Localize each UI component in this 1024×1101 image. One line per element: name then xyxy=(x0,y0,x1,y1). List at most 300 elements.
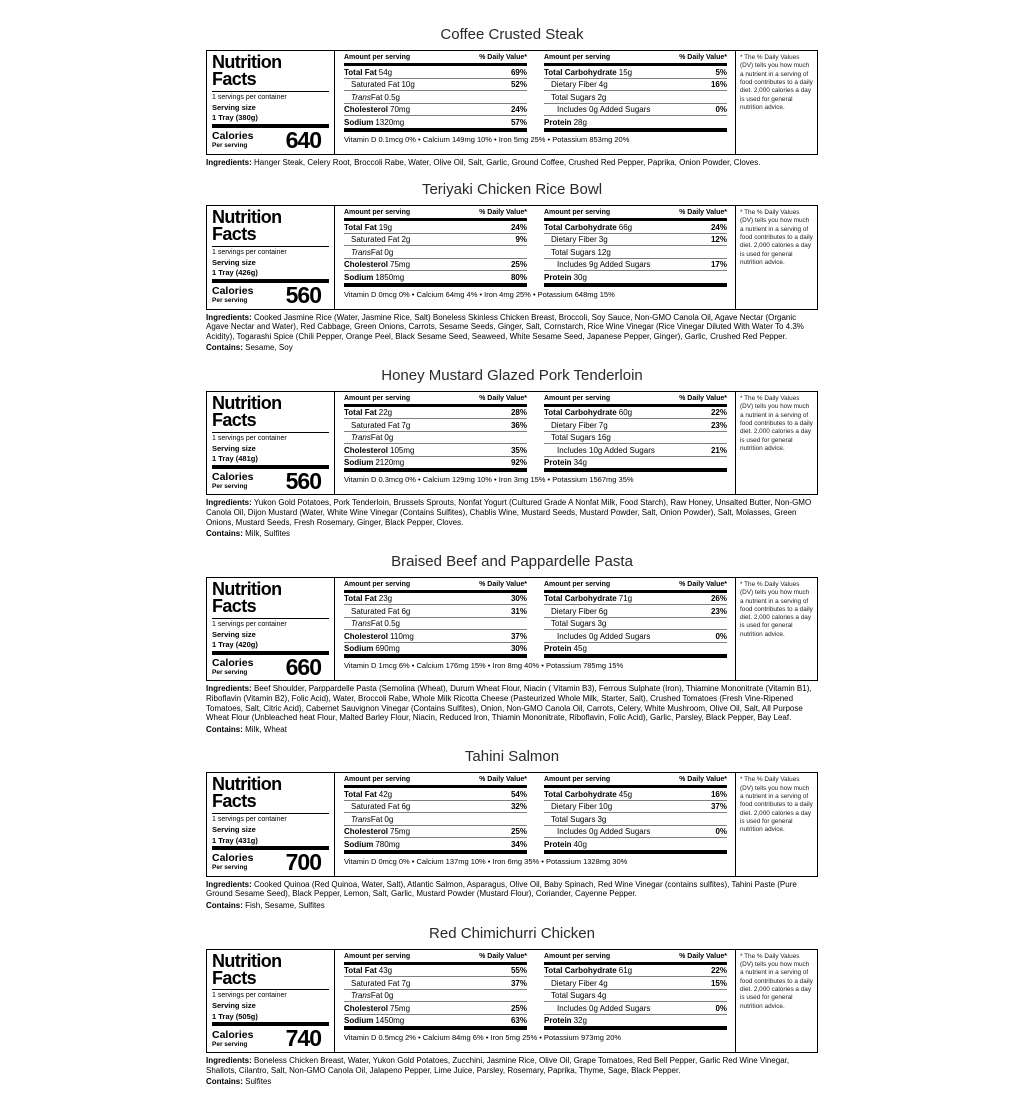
added-sugars-row xyxy=(544,444,727,457)
nutrient-amount: 34g xyxy=(573,458,587,468)
nutrient-name: Protein xyxy=(544,117,572,127)
trans-fat-row xyxy=(344,432,527,445)
sodium-row xyxy=(344,271,527,287)
calories-row xyxy=(212,849,329,876)
nutrient-amount: 40g xyxy=(573,839,587,849)
trans-fat-row xyxy=(344,990,527,1003)
calories-label: Calories xyxy=(212,285,254,298)
nutrition-facts-heading-line2: Facts xyxy=(212,224,257,244)
divider xyxy=(212,246,329,247)
calories-row xyxy=(212,1025,329,1052)
nutrients-columns xyxy=(335,206,735,309)
nutrient-name: Saturated Fat xyxy=(351,420,400,430)
carb-column-header xyxy=(544,581,727,593)
serving-size-label: Serving size xyxy=(212,257,256,267)
calories-label-block xyxy=(212,286,253,304)
nutrient-amount: 15g xyxy=(618,67,633,77)
nutrition-facts-heading-line2: Facts xyxy=(212,595,257,616)
cholesterol-row xyxy=(344,444,527,457)
ingredients-line xyxy=(206,158,818,168)
contains-text: Sulfites xyxy=(245,1077,272,1087)
nutrient-name: Saturated Fat xyxy=(351,606,400,616)
added-sugars-row xyxy=(544,104,727,117)
serving-size-label: Serving size xyxy=(212,629,256,639)
fat-column-header xyxy=(344,776,527,788)
daily-value-header: % Daily Value* xyxy=(479,209,527,217)
calories-label-block xyxy=(212,853,253,871)
total-fat-row xyxy=(344,221,527,234)
fat-column-header xyxy=(344,209,527,221)
carb-column-header xyxy=(544,209,727,221)
meal-section xyxy=(206,26,818,167)
dietary-fiber-row xyxy=(544,79,727,92)
added-sugars-row xyxy=(544,259,727,272)
saturated-fat-row xyxy=(344,79,527,92)
meal-title: Braised Beef and Pappardelle Pasta xyxy=(391,552,633,570)
nutrient-name: Saturated Fat xyxy=(351,978,400,988)
contains-label: Contains: xyxy=(206,529,243,539)
nutrient-amount: 16g xyxy=(597,433,611,443)
meal-title: Red Chimichurri Chicken xyxy=(429,924,595,942)
nutrient-name: Includes 9g Added Sugars xyxy=(557,260,651,270)
ingredients-label: Ingredients: xyxy=(206,498,252,508)
calories-value: 640 xyxy=(285,126,321,153)
amount-per-serving-header: Amount per serving xyxy=(544,54,611,61)
nutrient-amount: 4g xyxy=(598,978,608,988)
nutrient-name: Saturated Fat xyxy=(351,235,400,245)
micronutrients-line: Vitamin D 0mcg 0% • Calcium 137mg 10% • Iron 6mg 35% • Potassium 1328mg 30% xyxy=(344,856,628,866)
daily-value-header: % Daily Value* xyxy=(679,952,727,960)
nutrient-amount: 22g xyxy=(378,408,393,418)
nutrient-name: Protein xyxy=(544,272,572,282)
nutrient-name: Dietary Fiber xyxy=(551,235,597,245)
contains-label: Contains: xyxy=(206,1077,243,1087)
daily-value-header: % Daily Value* xyxy=(479,776,527,784)
micronutrients-line: Vitamin D 1mcg 6% • Calcium 176mg 15% • Iron 8mg 40% • Potassium 785mg 15% xyxy=(344,661,624,671)
servings-per-container: 1 servings per container xyxy=(212,434,287,442)
nutrient-amount: 0g xyxy=(384,433,394,443)
daily-value-header: % Daily Value* xyxy=(679,54,727,61)
nutrient-amount: 0g xyxy=(384,247,394,257)
daily-value-percent: 37% xyxy=(710,802,727,812)
calories-label: Calories xyxy=(212,471,254,484)
added-sugars-row xyxy=(544,826,727,839)
nutrition-facts-heading-line2: Facts xyxy=(212,791,257,812)
daily-value-percent: 36% xyxy=(510,420,527,430)
carbohydrate-column xyxy=(544,581,727,659)
micronutrients-line: Vitamin D 0.5mcg 2% • Calcium 84mg 6% • Iron 5mg 25% • Potassium 973mg 20% xyxy=(344,1033,622,1043)
thick-divider xyxy=(212,651,329,678)
meal-section xyxy=(206,553,818,734)
nutrient-amount: 28g xyxy=(573,117,587,127)
nutrient-amount: 1320mg xyxy=(375,117,405,127)
total-sugars-row xyxy=(544,246,727,259)
amount-per-serving-header: Amount per serving xyxy=(544,580,611,588)
ingredients-line xyxy=(206,313,818,342)
servings-per-container: 1 servings per container xyxy=(212,620,287,628)
nutrient-name: Sodium xyxy=(344,1016,374,1026)
calories-row xyxy=(212,281,329,308)
calories-row xyxy=(212,467,329,494)
amount-per-serving-header: Amount per serving xyxy=(344,209,411,217)
serving-size-value: 1 Tray (380g) xyxy=(212,113,258,123)
nutrient-name: Dietary Fiber xyxy=(551,802,597,812)
meal-title: Teriyaki Chicken Rice Bowl xyxy=(421,181,603,199)
nutrient-amount: 12g xyxy=(597,247,611,257)
daily-value-percent: 30% xyxy=(510,644,527,654)
calories-label: Calories xyxy=(212,852,254,865)
total-carbohydrate-row xyxy=(544,593,727,606)
daily-value-percent: 63% xyxy=(510,1016,527,1026)
nutrition-facts-heading-line1: Nutrition xyxy=(212,774,282,795)
divider xyxy=(212,91,329,92)
nutrient-amount: 61g xyxy=(618,966,633,976)
nutrition-facts-heading-line1: Nutrition xyxy=(212,950,282,971)
nutrient-name: Total Sugars xyxy=(551,247,596,257)
trans-prefix: Trans xyxy=(351,814,371,824)
nutrient-amount: 42g xyxy=(378,789,393,799)
trans-prefix: Trans xyxy=(351,991,371,1001)
contains-label: Contains: xyxy=(206,343,243,353)
daily-value-percent: 0% xyxy=(715,105,727,114)
daily-value-percent: 37% xyxy=(510,631,527,641)
nutrient-name: Sodium xyxy=(344,272,374,282)
nutrient-name: Dietary Fiber xyxy=(551,978,597,988)
nutrition-facts-heading xyxy=(212,209,329,243)
daily-value-percent: 54% xyxy=(510,789,527,799)
nutrient-name: Sodium xyxy=(344,644,374,654)
daily-value-percent: 37% xyxy=(510,978,527,988)
daily-value-percent: 17% xyxy=(710,260,727,270)
calories-per-serving-label: Per serving xyxy=(212,669,248,676)
daily-value-percent: 57% xyxy=(510,117,527,127)
daily-value-percent: 28% xyxy=(510,408,527,418)
total-sugars-row xyxy=(544,618,727,631)
amount-per-serving-header: Amount per serving xyxy=(344,394,411,402)
calories-row xyxy=(212,653,329,680)
ingredients-line xyxy=(206,880,818,899)
cholesterol-row xyxy=(344,104,527,117)
amount-per-serving-header: Amount per serving xyxy=(544,394,611,402)
daily-value-percent: 23% xyxy=(710,420,727,430)
daily-value-percent: 12% xyxy=(710,235,727,245)
nutrient-amount: 60g xyxy=(618,408,633,418)
thick-divider xyxy=(212,1022,329,1052)
contains-label: Contains: xyxy=(206,901,243,910)
daily-value-footnote: * The % Daily Values (DV) tells you how much a nutrient in a serving of food contributes to a daily diet. 2,000 calories a day is used for general nutrition advice. xyxy=(735,51,817,154)
nutrition-facts-heading xyxy=(212,776,329,810)
calories-label-block xyxy=(212,131,253,149)
nutrient-amount: 7g xyxy=(401,420,411,430)
micronutrients-line: Vitamin D 0.3mcg 0% • Calcium 129mg 10% • Iron 3mg 15% • Potassium 1567mg 35% xyxy=(344,475,634,485)
daily-value-footnote: * The % Daily Values (DV) tells you how much a nutrient in a serving of food contributes to a daily diet. 2,000 calories a day is used for general nutrition advice. xyxy=(735,950,817,1053)
ingredients-line xyxy=(206,1056,818,1075)
nutrient-amount: 1450mg xyxy=(375,1016,405,1026)
nutrient-amount: 3g xyxy=(598,235,608,245)
amount-per-serving-header: Amount per serving xyxy=(344,776,411,784)
nutrients-columns xyxy=(335,392,735,495)
cholesterol-row xyxy=(344,826,527,839)
daily-value-header: % Daily Value* xyxy=(679,580,727,588)
daily-value-footnote: * The % Daily Values (DV) tells you how much a nutrient in a serving of food contributes to a daily diet. 2,000 calories a day is used for general nutrition advice. xyxy=(735,206,817,309)
calories-value: 740 xyxy=(285,1025,321,1052)
nutrient-name: Fat xyxy=(370,433,383,443)
nutrient-amount: 70mg xyxy=(390,105,411,114)
dietary-fiber-row xyxy=(544,419,727,432)
meal-title: Tahini Salmon xyxy=(464,748,560,766)
nutrient-name: Fat xyxy=(370,991,383,1001)
nutrient-name: Total Carbohydrate xyxy=(544,789,617,799)
thick-divider xyxy=(212,846,329,876)
nutrient-name: Fat xyxy=(370,619,383,629)
fat-column xyxy=(344,395,527,473)
meal-section xyxy=(206,925,818,1087)
nutrient-amount: 0g xyxy=(384,991,394,1001)
protein-row xyxy=(544,1015,727,1031)
nutrient-amount: 3g xyxy=(597,619,607,629)
nutrient-name: Sodium xyxy=(344,458,374,468)
nutrient-name: Saturated Fat xyxy=(351,80,400,89)
nutrient-name: Dietary Fiber xyxy=(551,606,597,616)
daily-value-percent: 31% xyxy=(510,606,527,616)
nutrient-name: Sodium xyxy=(344,839,374,849)
nutrient-amount: 7g xyxy=(598,420,608,430)
meal-title: Honey Mustard Glazed Pork Tenderloin xyxy=(381,366,643,384)
nutrient-name: Saturated Fat xyxy=(351,802,400,812)
nutrient-name: Sodium xyxy=(344,117,374,127)
protein-row xyxy=(544,116,727,132)
nutrient-name: Dietary Fiber xyxy=(551,80,597,89)
nutrient-amount: 23g xyxy=(378,594,393,604)
trans-prefix: Trans xyxy=(351,433,371,443)
fat-column xyxy=(344,953,527,1031)
total-carbohydrate-row xyxy=(544,221,727,234)
nutrient-amount: 6g xyxy=(598,606,608,616)
nutrient-amount: 10g xyxy=(598,802,613,812)
daily-value-percent: 16% xyxy=(710,789,727,799)
divider xyxy=(212,813,329,814)
nutrient-amount: 2g xyxy=(401,235,411,245)
total-sugars-row xyxy=(544,813,727,826)
ingredients-label: Ingredients: xyxy=(206,312,252,322)
nutrition-facts-heading-line2: Facts xyxy=(212,967,257,988)
sodium-row xyxy=(344,116,527,132)
total-fat-row xyxy=(344,788,527,801)
fat-column-header xyxy=(344,54,527,66)
fat-column xyxy=(344,54,527,132)
nutrition-labels-page xyxy=(206,0,818,1087)
contains-line xyxy=(206,901,818,911)
daily-value-header: % Daily Value* xyxy=(479,54,527,61)
carbohydrate-column xyxy=(544,209,727,287)
contains-text: Sesame, Soy xyxy=(245,343,293,353)
added-sugars-row xyxy=(544,1002,727,1015)
fat-column-header xyxy=(344,581,527,593)
carbohydrate-column xyxy=(544,54,727,132)
daily-value-percent: 26% xyxy=(710,594,727,604)
fat-column xyxy=(344,581,527,659)
carbohydrate-column xyxy=(544,395,727,473)
saturated-fat-row xyxy=(344,801,527,814)
nutrient-name: Total Carbohydrate xyxy=(544,222,617,232)
total-carbohydrate-row xyxy=(544,965,727,978)
nutrient-name: Includes 0g Added Sugars xyxy=(557,105,651,114)
amount-per-serving-header: Amount per serving xyxy=(544,952,611,960)
divider xyxy=(212,989,329,990)
sodium-row xyxy=(344,1015,527,1031)
daily-value-percent: 0% xyxy=(715,631,727,641)
calories-label-block xyxy=(212,1030,253,1048)
nutrient-amount: 105mg xyxy=(390,445,415,455)
daily-value-header: % Daily Value* xyxy=(479,394,527,402)
dietary-fiber-row xyxy=(544,605,727,618)
nutrition-facts-heading-line1: Nutrition xyxy=(212,52,282,72)
total-fat-row xyxy=(344,965,527,978)
trans-prefix: Trans xyxy=(351,92,371,102)
daily-value-percent: 22% xyxy=(710,966,727,976)
nutrition-facts-panel xyxy=(206,205,818,310)
nutrient-amount: 6g xyxy=(401,606,411,616)
divider xyxy=(212,432,329,433)
saturated-fat-row xyxy=(344,234,527,247)
nutrient-name: Total Fat xyxy=(344,222,377,232)
contains-label: Contains: xyxy=(206,724,243,734)
servings-per-container: 1 servings per container xyxy=(212,93,287,101)
ingredients-line xyxy=(206,684,818,722)
nutrient-name: Cholesterol xyxy=(344,445,389,455)
contains-line xyxy=(206,529,818,539)
nutrient-name: Dietary Fiber xyxy=(551,420,597,430)
amount-per-serving-header: Amount per serving xyxy=(544,209,611,217)
serving-size-value: 1 Tray (431g) xyxy=(212,835,258,845)
daily-value-percent: 92% xyxy=(510,458,527,468)
nutrient-amount: 54g xyxy=(378,67,393,77)
daily-value-percent: 34% xyxy=(510,839,527,849)
daily-value-percent: 52% xyxy=(510,80,527,89)
daily-value-percent: 55% xyxy=(510,966,527,976)
nutrition-facts-summary-column xyxy=(207,773,335,876)
daily-value-header: % Daily Value* xyxy=(679,776,727,784)
nutrient-amount: 75mg xyxy=(390,260,411,270)
calories-per-serving-label: Per serving xyxy=(212,864,248,872)
protein-row xyxy=(544,271,727,287)
nutrient-amount: 19g xyxy=(378,222,393,232)
nutrient-amount: 0.5g xyxy=(384,619,400,629)
nutrient-name: Protein xyxy=(544,644,572,654)
nutrition-facts-heading-line1: Nutrition xyxy=(212,392,282,413)
nutrients-columns xyxy=(335,950,735,1053)
daily-value-header: % Daily Value* xyxy=(479,580,527,588)
fat-column-header xyxy=(344,395,527,407)
amount-per-serving-header: Amount per serving xyxy=(344,54,411,61)
carb-column-header xyxy=(544,776,727,788)
trans-fat-row xyxy=(344,813,527,826)
nutrition-facts-panel xyxy=(206,949,818,1054)
added-sugars-row xyxy=(544,630,727,643)
serving-size-label: Serving size xyxy=(212,825,256,835)
dietary-fiber-row xyxy=(544,977,727,990)
ingredients-text: Yukon Gold Potatoes, Pork Tenderloin, Brussels Sprouts, Nonfat Yogurt (Cultured Grade A Nonfat Milk, Food Starch), Raw Honey, Unsalted Butter, Non-GMO Canola Oil, Dijon Mustard (Water, White Wine Vinegar (Contains Sulfites), Chablis Wine, Mustard Seeds, Mustard Powder, Salt, Onion Powder), Salt, Molasses, Green Onions, Mustard Seeds, Fresh Rosemary, Ginger, Black Pepper, Cloves. xyxy=(206,498,812,527)
nutrient-amount: 32g xyxy=(573,1016,587,1026)
calories-label: Calories xyxy=(212,1028,254,1041)
sodium-row xyxy=(344,838,527,854)
trans-fat-row xyxy=(344,618,527,631)
nutrient-amount: 66g xyxy=(618,222,633,232)
daily-value-header: % Daily Value* xyxy=(479,952,527,960)
nutrition-facts-panel xyxy=(206,391,818,496)
calories-per-serving-label: Per serving xyxy=(212,1040,248,1048)
saturated-fat-row xyxy=(344,419,527,432)
nutrient-name: Total Fat xyxy=(344,67,377,77)
meal-title: Coffee Crusted Steak xyxy=(440,26,584,43)
calories-label: Calories xyxy=(212,130,254,143)
cholesterol-row xyxy=(344,1002,527,1015)
meal-section xyxy=(206,367,818,539)
amount-per-serving-header: Amount per serving xyxy=(344,580,411,588)
total-fat-row xyxy=(344,407,527,420)
total-sugars-row xyxy=(544,990,727,1003)
saturated-fat-row xyxy=(344,605,527,618)
nutrient-amount: 0g xyxy=(384,814,394,824)
nutrient-name: Cholesterol xyxy=(344,827,389,837)
trans-prefix: Trans xyxy=(351,619,371,629)
nutrition-facts-summary-column xyxy=(207,51,335,154)
daily-value-percent: 25% xyxy=(510,1003,527,1013)
total-sugars-row xyxy=(544,432,727,445)
nutrient-amount: 690mg xyxy=(375,644,400,654)
total-carbohydrate-row xyxy=(544,407,727,420)
ingredients-label: Ingredients: xyxy=(206,879,252,889)
nutrient-amount: 110mg xyxy=(390,631,414,641)
daily-value-percent: 69% xyxy=(510,67,527,77)
daily-value-percent: 24% xyxy=(510,222,527,232)
carbohydrate-column xyxy=(544,953,727,1031)
nutrition-facts-panel xyxy=(206,50,818,155)
nutrient-amount: 6g xyxy=(401,802,411,812)
fat-column-header xyxy=(344,953,527,965)
amount-per-serving-header: Amount per serving xyxy=(544,776,611,784)
daily-value-percent: 25% xyxy=(510,827,527,837)
ingredients-text: Cooked Jasmine Rice (Water, Jasmine Rice, Salt) Boneless Skinless Chicken Breast, Broccoli, Soy Sauce, Non-GMO Canola Oil, Agave Nectar (Organic Agave Nectar and Water), Red Cabbage, Green Onions, Carrots, Sesame Seeds, Ginger, Salt, Cornstarch, Rice Wine Vinegar (Rice Vinegar Diluted With Water To 4.3% Acidity), Togarashi Spice (Chili Pepper, Orange Peel, Black Sesame Seed, Seaweed, White Sesame Seed, Japanese Pepper, Ginger), Garlic, Crushed Red Pepper. xyxy=(206,312,804,341)
calories-value: 700 xyxy=(285,849,321,876)
dietary-fiber-row xyxy=(544,801,727,814)
fat-column xyxy=(344,776,527,854)
nutrition-facts-heading-line2: Facts xyxy=(212,409,257,430)
nutrition-facts-heading xyxy=(212,54,329,88)
nutrient-amount: 2g xyxy=(597,92,607,102)
contains-text: Milk, Sulfites xyxy=(245,529,291,539)
nutrient-amount: 45g xyxy=(573,644,587,654)
ingredients-text: Cooked Quinoa (Red Quinoa, Water, Salt), Atlantic Salmon, Asparagus, Olive Oil, Baby Spinach, Red Wine Vinegar (contains sulfites), Tahini Paste (Pure Ground Sesame Seed), Black Pepper, Lemon, Salt, Garlic, Mustard Powder (Mustard Flour), Coriander, Cayenne Pepper. xyxy=(206,879,797,899)
nutrient-name: Fat xyxy=(370,814,383,824)
nutrient-amount: 4g xyxy=(598,80,608,89)
nutrient-name: Protein xyxy=(544,839,572,849)
serving-size-value: 1 Tray (426g) xyxy=(212,268,258,278)
daily-value-header: % Daily Value* xyxy=(679,394,727,402)
ingredients-text: Hanger Steak, Celery Root, Broccoli Rabe, Water, Olive Oil, Salt, Garlic, Ground Coffee, Crushed Red Pepper, Paprika, Onion Powder, Cloves. xyxy=(254,157,761,167)
saturated-fat-row xyxy=(344,977,527,990)
serving-size-label: Serving size xyxy=(212,102,256,112)
contains-line xyxy=(206,725,818,735)
cholesterol-row xyxy=(344,259,527,272)
daily-value-percent: 24% xyxy=(510,105,527,114)
carb-column-header xyxy=(544,953,727,965)
sodium-row xyxy=(344,643,527,659)
trans-fat-row xyxy=(344,91,527,104)
calories-label-block xyxy=(212,472,253,490)
nutrient-name: Fat xyxy=(370,247,383,257)
nutrient-name: Cholesterol xyxy=(344,1003,389,1013)
